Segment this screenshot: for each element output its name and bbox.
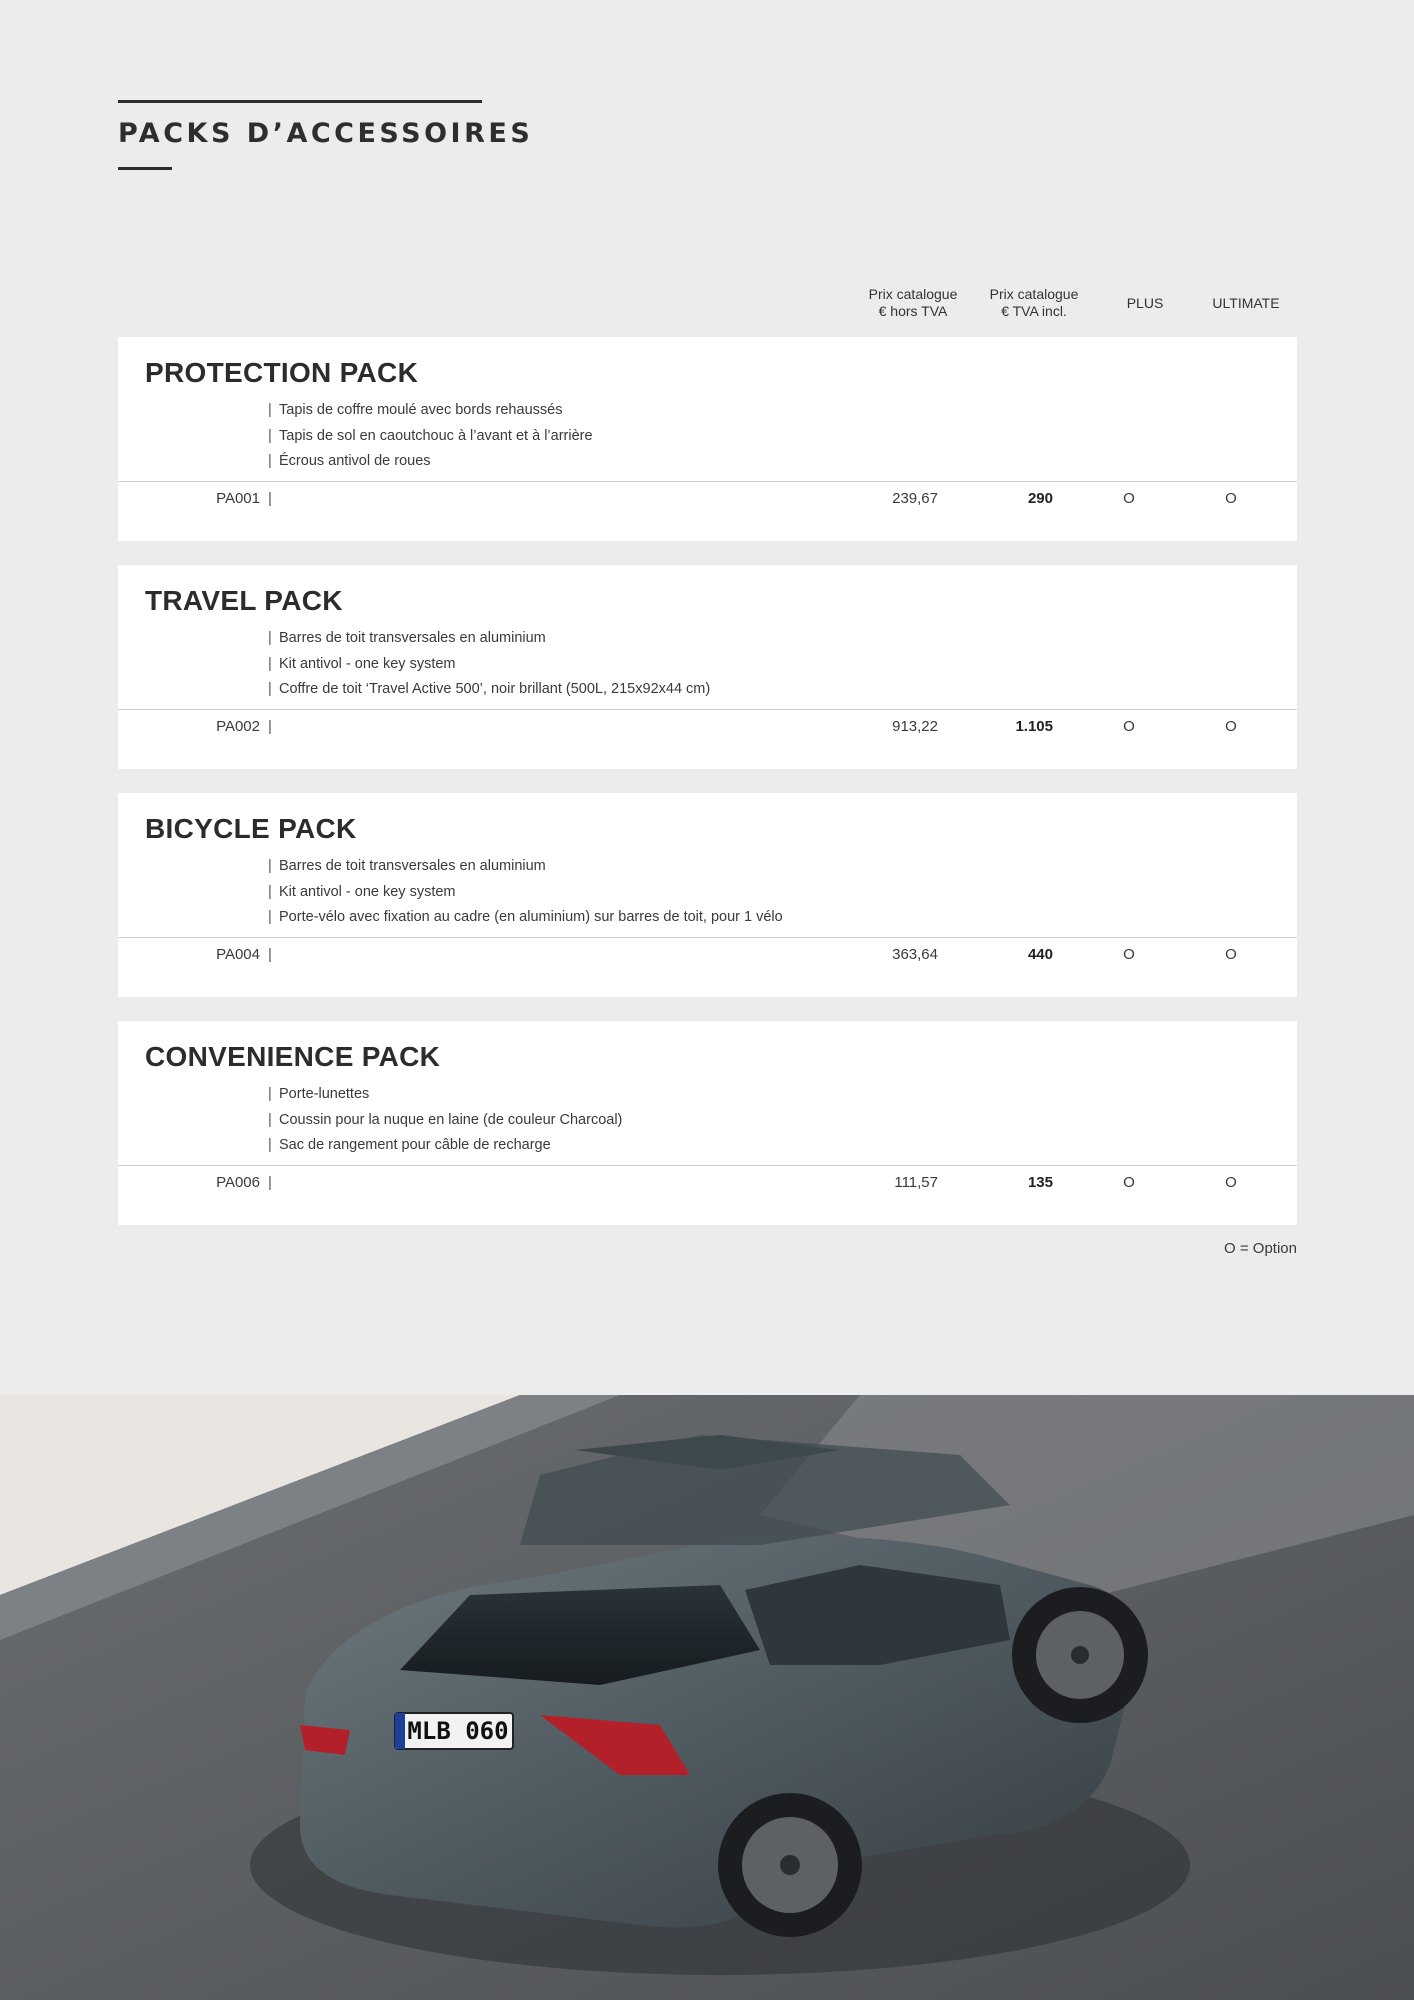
ultimate-availability: O: [1225, 1174, 1237, 1191]
pack-card-convenience: [118, 1021, 1297, 1225]
pack-code: PA001: [216, 490, 260, 507]
column-header-price-incl-line1: Prix catalogue: [989, 286, 1079, 302]
pack-title: CONVENIENCE PACK: [145, 1041, 441, 1072]
item-description: Coffre de toit ‘Travel Active 500’, noir brillant (500L, 215x92x44 cm): [279, 681, 711, 697]
license-plate-eu-strip: [395, 1713, 405, 1749]
item-description: Kit antivol - one key system: [279, 656, 456, 672]
front-wheel-hub: [1071, 1646, 1089, 1664]
pack-card-protection: [118, 337, 1297, 541]
pack-card-bicycle: [118, 793, 1297, 997]
item-description: Barres de toit transversales en aluminium: [279, 858, 546, 874]
car-photo: [0, 1395, 1414, 2000]
pack-card-travel: [118, 565, 1297, 769]
price-excl-vat: 363,64: [892, 946, 938, 963]
item-description: Porte-vélo avec fixation au cadre (en aluminium) sur barres de toit, pour 1 vélo: [279, 909, 783, 925]
option-legend: O = Option: [1224, 1240, 1297, 1257]
pack-divider: [118, 937, 1297, 938]
ultimate-availability: O: [1225, 946, 1237, 963]
column-header-price-incl-line2: € TVA incl.: [1001, 303, 1067, 319]
item-description: Tapis de sol en caoutchouc à l’avant et à l’arrière: [279, 428, 593, 444]
pack-divider: [118, 709, 1297, 710]
plus-availability: O: [1123, 490, 1135, 507]
price-excl-vat: 111,57: [894, 1174, 938, 1191]
item-description: Écrous antivol de roues: [279, 453, 431, 469]
column-header-price-excl: [857, 286, 969, 320]
item-description: Kit antivol - one key system: [279, 884, 456, 900]
plus-availability: O: [1123, 1174, 1135, 1191]
item-separator: |: [268, 858, 272, 874]
pack-code-separator: |: [268, 1174, 272, 1191]
pack-title: BICYCLE PACK: [145, 813, 357, 844]
pack-title: PROTECTION PACK: [145, 357, 419, 388]
pack-code-separator: |: [268, 946, 272, 963]
pack-price-row: [118, 718, 1297, 742]
price-incl-vat: 135: [1027, 1174, 1053, 1191]
ultimate-availability: O: [1225, 718, 1237, 735]
price-incl-vat: 1.105: [1015, 718, 1053, 735]
rear-wheel-hub: [780, 1855, 800, 1875]
page-title: PACKS D’ACCESSOIRES: [118, 118, 534, 149]
price-incl-vat: 440: [1027, 946, 1053, 963]
pack-divider: [118, 481, 1297, 482]
pack-price-row: [118, 490, 1297, 514]
pack-price-row: [118, 946, 1297, 970]
pack-code: PA004: [216, 946, 260, 963]
pack-code-separator: |: [268, 718, 272, 735]
item-description: Porte-lunettes: [279, 1086, 370, 1102]
item-separator: |: [268, 1112, 272, 1128]
pack-code: PA002: [216, 718, 260, 735]
pack-title: TRAVEL PACK: [145, 585, 343, 616]
item-description: Coussin pour la nuque en laine (de couleur Charcoal): [279, 1112, 623, 1128]
item-separator: |: [268, 884, 272, 900]
pack-code-separator: |: [268, 490, 272, 507]
item-description: Sac de rangement pour câble de recharge: [279, 1137, 551, 1153]
pack-code: PA006: [216, 1174, 260, 1191]
column-header-price-excl-line1: Prix catalogue: [868, 286, 958, 302]
item-separator: |: [268, 656, 272, 672]
item-separator: |: [268, 909, 272, 925]
item-separator: |: [268, 630, 272, 646]
price-excl-vat: 239,67: [892, 490, 938, 507]
price-excl-vat: 913,22: [892, 718, 938, 735]
item-separator: |: [268, 681, 272, 697]
item-separator: |: [268, 402, 272, 418]
price-incl-vat: 290: [1027, 490, 1053, 507]
column-header-price-excl-line2: € hors TVA: [878, 303, 948, 319]
title-rule-bottom: [118, 167, 172, 170]
item-separator: |: [268, 428, 272, 444]
item-separator: |: [268, 1137, 272, 1153]
car-photo-illustration: [0, 1395, 1414, 2000]
license-plate-text: MLB 060: [407, 1717, 509, 1745]
item-separator: |: [268, 453, 272, 469]
pack-divider: [118, 1165, 1297, 1166]
plus-availability: O: [1123, 946, 1135, 963]
item-separator: |: [268, 1086, 272, 1102]
item-description: Barres de toit transversales en aluminium: [279, 630, 546, 646]
ultimate-availability: O: [1225, 490, 1237, 507]
plus-availability: O: [1123, 718, 1135, 735]
column-header-plus: PLUS: [1126, 295, 1164, 311]
column-header-price-incl: [978, 286, 1090, 320]
column-header-ultimate: ULTIMATE: [1212, 295, 1280, 311]
pack-price-row: [118, 1174, 1297, 1198]
item-description: Tapis de coffre moulé avec bords rehaussés: [279, 402, 563, 418]
title-rule-top: [118, 100, 482, 103]
